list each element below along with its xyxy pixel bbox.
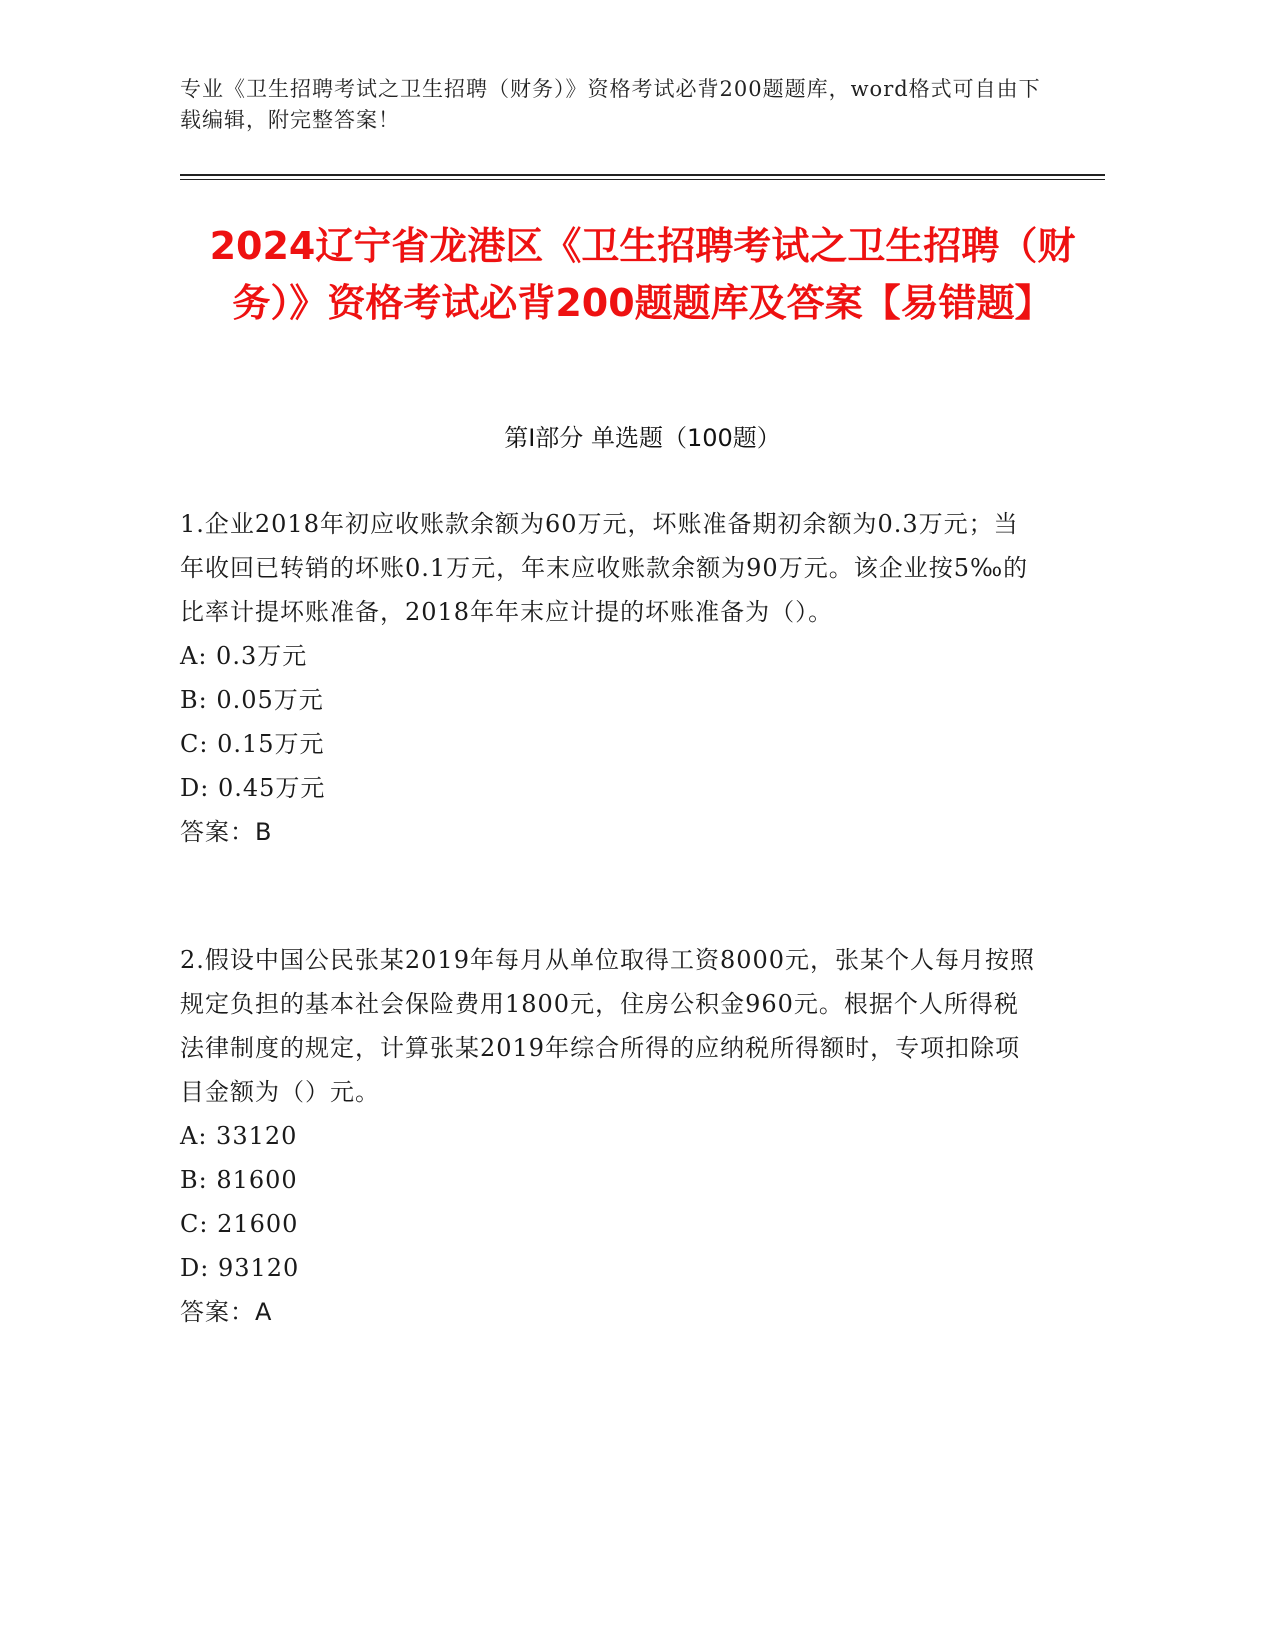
question-stem: 2.假设中国公民张某2019年每月从单位取得工资8000元，张某个人每月按照规定负担的基本社会保险费用1800元，住房公积金960元。根据个人所得税法律制度的规定，计算张某2019年综合所得的应纳税所得额时，专项扣除项目金额为（）元。	[180, 946, 1036, 1106]
question-block	[180, 502, 1040, 854]
document-title: 2024辽宁省龙港区《卫生招聘考试之卫生招聘（财务）》资格考试必背200题题库及答案【易错题】	[209, 224, 1076, 325]
option-c: C: 21600	[180, 1210, 299, 1238]
answer-line: 答案：B	[180, 818, 273, 846]
option-d: D: 0.45万元	[180, 774, 326, 802]
option-d: D: 93120	[180, 1254, 300, 1282]
question-block	[180, 938, 1040, 1334]
option-b: B: 81600	[180, 1166, 298, 1194]
header-note: 专业《卫生招聘考试之卫生招聘（财务）》资格考试必背200题题库，word格式可自由下载编辑，附完整答案！	[180, 77, 1041, 132]
option-a: A: 0.3万元	[180, 642, 308, 670]
option-b: B: 0.05万元	[180, 686, 324, 714]
option-c: C: 0.15万元	[180, 730, 325, 758]
section-heading: 第I部分 单选题（100题）	[504, 424, 781, 452]
header-divider-thick	[180, 174, 1105, 176]
answer-line: 答案：A	[180, 1298, 273, 1326]
option-a: A: 33120	[180, 1122, 298, 1150]
header-divider-thin	[180, 179, 1105, 180]
question-stem: 1.企业2018年初应收账款余额为60万元，坏账准备期初余额为0.3万元；当年收回已转销的坏账0.1万元，年末应收账款余额为90万元。该企业按5‰的比率计提坏账准备，2018年年末应计提的坏账准备为（）。	[180, 510, 1029, 626]
